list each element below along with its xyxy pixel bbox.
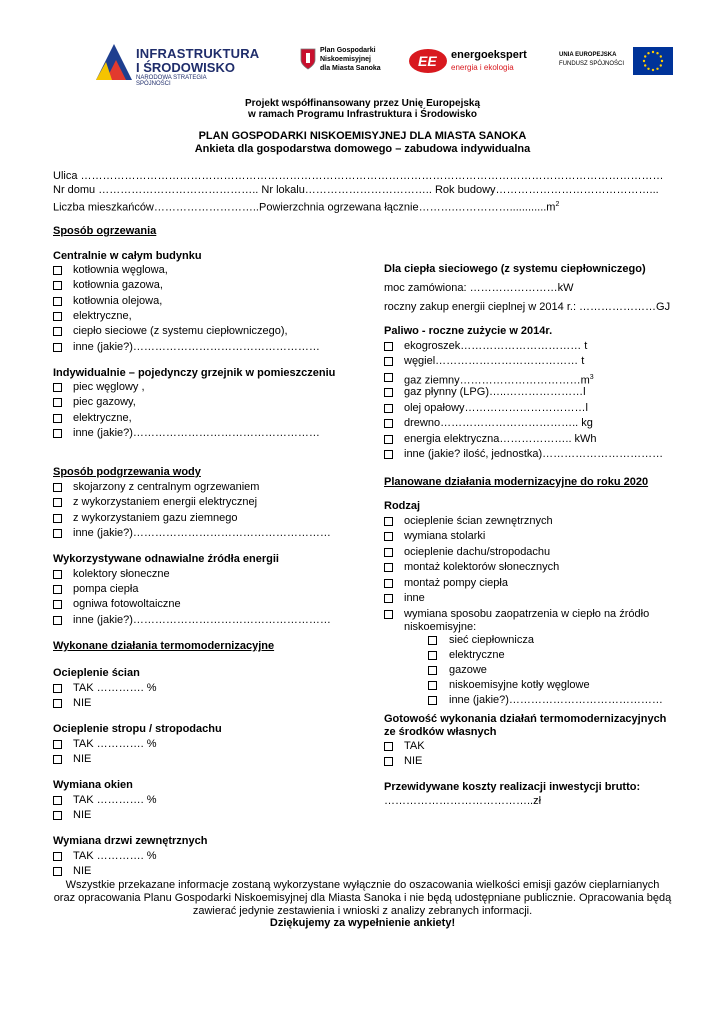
checkbox-renew-0[interactable] xyxy=(53,570,62,579)
option-label: elektryczne, xyxy=(73,310,132,322)
eu-line2: FUNDUSZ SPÓJNOŚCI xyxy=(559,61,625,67)
sub-label: sieć ciepłownicza xyxy=(449,634,534,646)
cofinance-line1: Projekt współfinansowany przez Unię Europejską xyxy=(244,98,481,109)
checkbox-planned-1[interactable] xyxy=(384,532,393,541)
checkbox-individual-1[interactable] xyxy=(53,398,62,407)
option-label: elektryczne, xyxy=(73,412,132,424)
house-field[interactable]: Nr domu …………………………………….. Nr lokalu…………………………….. Rok budowy……………………………………... xyxy=(53,184,659,196)
checkbox-renew-3[interactable] xyxy=(53,616,62,625)
checkbox-fuel-6[interactable] xyxy=(384,435,393,444)
option-label: TAK xyxy=(404,740,425,752)
checkbox-water-2[interactable] xyxy=(53,514,62,523)
option-label: ciepło sieciowe (z systemu ciepłowniczego), xyxy=(73,325,288,337)
cofinance-line2: w ramach Programu Infrastruktura i Środowisko xyxy=(248,109,477,120)
option-label: NIE xyxy=(73,697,92,709)
page-title: PLAN GOSPODARKI NISKOEMISYJNEJ DLA MIASTA SANOKA xyxy=(198,130,527,142)
infra-line1: INFRASTRUKTURA xyxy=(136,46,260,61)
cost-field[interactable]: …………………………………..zł xyxy=(384,795,542,807)
planned-label: wymiana stolarki xyxy=(404,530,486,542)
option-label: TAK …………. % xyxy=(73,738,157,750)
sub-label: niskoemisyjne kotły węglowe xyxy=(449,679,590,691)
checkbox-roof-no[interactable] xyxy=(53,755,62,764)
residents-field[interactable]: Liczba mieszkańców………………………..Powierzchnia ogrzewana $łącznie\dots\dots\dots.\dots\dots\dots\dots\dots............m^2$ xyxy=(53,201,560,214)
done-title: Wykonane działania termomodernizacyjne xyxy=(53,640,275,652)
option-label: kolektory słoneczne xyxy=(73,568,170,580)
infra-line3: NARODOWA STRATEGIA SPÓJNOŚCI xyxy=(136,75,207,87)
fuel-label: energia elektryczna……………….. kWh xyxy=(404,433,597,445)
checkbox-heat-change[interactable] xyxy=(384,610,393,619)
footer-thanks: Dziękujemy za wypełnienie ankiety! xyxy=(269,917,456,929)
eu-flag-icon xyxy=(633,47,673,75)
option-label: inne (jakie?)……………………………………………… xyxy=(73,527,331,539)
option-label: piec gazowy, xyxy=(73,396,136,408)
eu-line1: UNIA EUROPEJSKA xyxy=(559,52,617,58)
checkbox-individual-0[interactable] xyxy=(53,383,62,392)
option-label: kotłownia węglowa, xyxy=(73,264,168,276)
checkbox-sub-4[interactable] xyxy=(428,696,437,705)
fuel-label: gaz płynny (LPG)…..…………………l xyxy=(404,386,586,398)
doors-title: Wymiana drzwi zewnętrznych xyxy=(53,835,208,847)
checkbox-ready-no[interactable] xyxy=(384,757,393,766)
fuel-label: drewno……………………………….. kg xyxy=(404,417,593,429)
type-title: Rodzaj xyxy=(384,500,421,512)
plan-line3: dla Miasta Sanoka xyxy=(320,65,381,72)
eu-logo xyxy=(557,44,675,78)
energoekspert-logo xyxy=(408,46,538,76)
planned-label: montaż kolektorów słonecznych xyxy=(404,561,560,573)
ready-title-2: ze środków własnych xyxy=(384,726,497,738)
option-label: kotłownia olejowa, xyxy=(73,295,163,307)
checkbox-ready-yes[interactable] xyxy=(384,742,393,751)
checkbox-individual-2[interactable] xyxy=(53,414,62,423)
option-label: TAK …………. % xyxy=(73,794,157,806)
cost-title: Przewidywane koszty realizacji inwestycji brutto: xyxy=(384,781,641,793)
planned-title: Planowane działania modernizacyjne do roku 2020 xyxy=(384,476,649,488)
fuel-label: olej opałowy……………………………l xyxy=(404,402,588,414)
central-title: Centralnie w całym budynku xyxy=(53,250,202,262)
option-label: NIE xyxy=(73,809,92,821)
checkbox-fuel-7[interactable] xyxy=(384,450,393,459)
plan-line1: Plan Gospodarki xyxy=(320,47,376,54)
walls-title: Ocieplenie ścian xyxy=(53,667,140,679)
checkbox-fuel-3[interactable] xyxy=(384,388,393,397)
plan-line2: Niskoemisyjnej xyxy=(320,56,371,63)
checkbox-planned-5[interactable] xyxy=(384,594,393,603)
checkbox-central-0[interactable] xyxy=(53,266,62,275)
checkbox-central-5[interactable] xyxy=(53,343,62,352)
checkbox-doors-no[interactable] xyxy=(53,867,62,876)
page-subtitle: Ankieta dla gospodarstwa domowego – zabudowa indywidualna xyxy=(194,143,531,155)
checkbox-water-0[interactable] xyxy=(53,483,62,492)
option-label: kotłownia gazowa, xyxy=(73,279,163,291)
checkbox-planned-2[interactable] xyxy=(384,548,393,557)
fuel-label: gaz $ziemny\dots\dots\dots\dots\dots\dots\dots\dots\dots\dots\dots m^3$ xyxy=(404,374,594,387)
sub-label: elektryczne xyxy=(449,649,505,661)
checkbox-renew-1[interactable] xyxy=(53,585,62,594)
option-label: NIE xyxy=(73,865,92,877)
planned-label: inne xyxy=(404,592,425,604)
district-title: Dla ciepła sieciowego (z systemu ciepłowniczego) xyxy=(384,263,646,275)
checkbox-planned-0[interactable] xyxy=(384,517,393,526)
checkbox-walls-yes[interactable] xyxy=(53,684,62,693)
fuel-label: inne (jakie? ilość, jednostka)…………………………… xyxy=(404,448,664,460)
heating-title: Sposób ogrzewania xyxy=(53,225,157,237)
checkbox-central-2[interactable] xyxy=(53,297,62,306)
checkbox-fuel-1[interactable] xyxy=(384,357,393,366)
fuel-label: węgiel………………………………… t xyxy=(404,355,585,367)
checkbox-planned-3[interactable] xyxy=(384,563,393,572)
checkbox-fuel-5[interactable] xyxy=(384,419,393,428)
checkbox-individual-3[interactable] xyxy=(53,429,62,438)
checkbox-central-1[interactable] xyxy=(53,281,62,290)
ee-name: energoekspert xyxy=(451,49,527,61)
option-label: TAK …………. % xyxy=(73,682,157,694)
checkbox-roof-yes[interactable] xyxy=(53,740,62,749)
checkbox-planned-4[interactable] xyxy=(384,579,393,588)
coat-of-arms-icon xyxy=(300,48,316,70)
option-label: inne (jakie?)…………………………………………… xyxy=(73,427,320,439)
roof-title: Ocieplenie stropu / stropodachu xyxy=(53,723,222,735)
footer-line1: Wszystkie przekazane informacje zostaną wykorzystane wyłącznie do oszacowania wielkości emisji gazów cieplarnianych xyxy=(65,879,660,891)
option-label: pompa ciepła xyxy=(73,583,139,595)
checkbox-central-3[interactable] xyxy=(53,312,62,321)
option-label: z wykorzystaniem gazu ziemnego xyxy=(73,512,238,524)
checkbox-fuel-0[interactable] xyxy=(384,342,393,351)
option-label: NIE xyxy=(73,753,92,765)
option-label: z wykorzystaniem energii elektrycznej xyxy=(73,496,258,508)
option-label: NIE xyxy=(404,755,423,767)
eu-funds-emblem-icon xyxy=(92,40,134,84)
checkbox-fuel-4[interactable] xyxy=(384,404,393,413)
option-label: skojarzony z centralnym ogrzewaniem xyxy=(73,481,260,493)
planned-label: ocieplenie ścian zewnętrznych xyxy=(404,515,553,527)
water-title: Sposób podgrzewania wody xyxy=(53,466,201,478)
option-label: piec węglowy , xyxy=(73,381,145,393)
option-label: inne (jakie?)……………………………………………… xyxy=(73,614,331,626)
individual-title: Indywidualnie – pojedynczy grzejnik w pomieszczeniu xyxy=(53,367,336,379)
checkbox-fuel-2[interactable] xyxy=(384,373,393,382)
checkbox-water-1[interactable] xyxy=(53,498,62,507)
yearly-heat-field[interactable]: roczny zakup energii cieplnej w 2014 r.: …………………GJ xyxy=(384,301,671,313)
checkbox-sub-3[interactable] xyxy=(428,681,437,690)
footer-line2: oraz opracowania Planu Gospodarki Niskoemisyjnej dla Miasta Sanoka i nie będą udostępniane publicznie. Opracowania będą xyxy=(53,892,672,904)
ee-sub: energia i ekologia xyxy=(451,63,514,72)
sub-label: inne (jakie?)…………………………………… xyxy=(449,694,663,706)
street-field[interactable]: Ulica …………………………………………………………………………………………………………………………………………… xyxy=(53,170,664,182)
footer-line3: zawierać jedynie zestawienia i wnioski z analizy zebranych informacji. xyxy=(192,905,533,917)
renewables-title: Wykorzystywane odnawialne źródła energii xyxy=(53,553,279,565)
checkbox-windows-yes[interactable] xyxy=(53,796,62,805)
option-label: inne (jakie?)…………………………………………… xyxy=(73,341,320,353)
checkbox-sub-2[interactable] xyxy=(428,666,437,675)
sub-label: gazowe xyxy=(449,664,487,676)
option-label: TAK …………. % xyxy=(73,850,157,862)
checkbox-sub-1[interactable] xyxy=(428,651,437,660)
plan-logo xyxy=(298,44,398,78)
checkbox-central-4[interactable] xyxy=(53,327,62,336)
ordered-power-field[interactable]: moc zamówiona: ……………………kW xyxy=(384,282,574,294)
infrastruktura-logo xyxy=(92,38,260,88)
ee-mark: EE xyxy=(418,53,437,69)
heat-change-label-2: niskoemisyjne: xyxy=(404,621,477,633)
checkbox-sub-0[interactable] xyxy=(428,636,437,645)
checkbox-walls-no[interactable] xyxy=(53,699,62,708)
heat-change-label-1: wymiana sposobu zaopatrzenia w ciepło na źródło xyxy=(404,608,650,620)
planned-label: montaż pompy ciepła xyxy=(404,577,508,589)
option-label: ogniwa fotowoltaiczne xyxy=(73,598,181,610)
fuel-label: ekogroszek…………………………… t xyxy=(404,340,588,352)
infra-line2: I ŚRODOWISKO xyxy=(136,60,235,75)
checkbox-water-3[interactable] xyxy=(53,529,62,538)
checkbox-windows-no[interactable] xyxy=(53,811,62,820)
windows-title: Wymiana okien xyxy=(53,779,133,791)
checkbox-doors-yes[interactable] xyxy=(53,852,62,861)
fuel-title: Paliwo - roczne zużycie w 2014r. xyxy=(384,325,553,337)
checkbox-renew-2[interactable] xyxy=(53,600,62,609)
ready-title-1: Gotowość wykonania działań termomodernizacyjnych xyxy=(384,713,667,725)
planned-label: ocieplenie dachu/stropodachu xyxy=(404,546,551,558)
